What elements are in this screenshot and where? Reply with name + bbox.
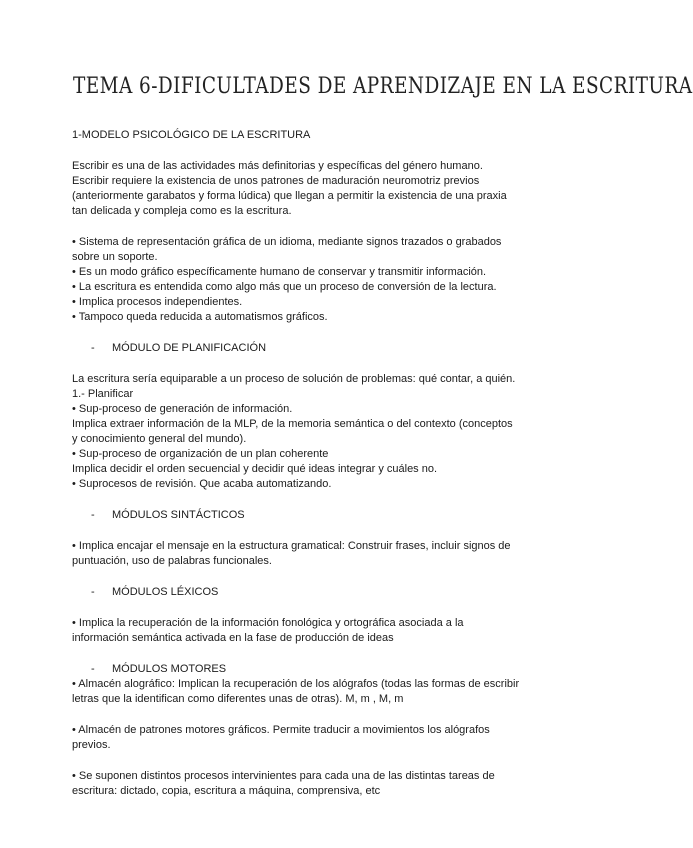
bullet-line: • La escritura es entendida como algo más que un proceso de conversión de la lectura. (72, 281, 497, 293)
section-heading: 1-MODELO PSICOLÓGICO DE LA ESCRITURA (72, 129, 311, 141)
body-line: • Almacén de patrones motores gráficos. Permite traducir a movimientos los alógrafos (72, 724, 490, 736)
subheading-text: MÓDULOS MOTORES (112, 663, 227, 675)
spacer (72, 219, 542, 235)
dash-marker: - (91, 663, 95, 675)
bullet-line: • Sistema de representación gráfica de un idioma, mediante signos trazados o grabados (72, 236, 502, 248)
spacer (72, 707, 542, 723)
intro-line: Escribir requiere la existencia de unos patrones de maduración neuromotriz previos (72, 175, 480, 187)
body-line: Implica decidir el orden secuencial y decidir qué ideas integrar y cuáles no. (72, 463, 438, 475)
subheading-lexicos (91, 585, 542, 600)
intro-line: Escribir es una de las actividades más definitorias y específicas del género humano. (72, 160, 483, 172)
dash-marker: - (91, 586, 95, 598)
body-line: puntuación, uso de palabras funcionales. (72, 555, 272, 567)
bullet-line: sobre un soporte. (72, 251, 158, 263)
body-line: Implica extraer información de la MLP, de la memoria semántica o del contexto (conceptos (72, 418, 513, 430)
spacer (72, 600, 542, 616)
body-line: y conocimiento general del mundo). (72, 433, 247, 445)
spacer (72, 646, 542, 662)
body-line: • Se suponen distintos procesos intervinientes para cada una de las distintas tareas de (72, 770, 495, 782)
body-line: letras que la identifican como diferentes unas de otras). M, m , M, m (72, 693, 404, 705)
subheading-sintacticos (91, 508, 542, 523)
body-line: • Sup-proceso de organización de un plan coherente (72, 448, 329, 460)
page-title: TEMA 6-DIFICULTADES DE APRENDIZAJE EN LA ESCRITURA (73, 74, 693, 99)
spacer (72, 356, 542, 372)
body-line: previos. (72, 739, 111, 751)
bullet-line: • Tampoco queda reducida a automatismos gráficos. (72, 311, 328, 323)
body-line: La escritura sería equiparable a un proceso de solución de problemas: qué contar, a quién. (72, 373, 516, 385)
spacer (72, 523, 542, 539)
body-line: escritura: dictado, copia, escritura a máquina, comprensiva, etc (72, 785, 381, 797)
subheading-motores (91, 662, 542, 677)
body-line: 1.- Planificar (72, 388, 134, 400)
body-line: información semántica activada en la fase de producción de ideas (72, 632, 394, 644)
dash-marker: - (91, 342, 95, 354)
spacer (72, 143, 542, 159)
subheading-text: MÓDULOS LÉXICOS (112, 586, 219, 598)
subheading-text: MÓDULOS SINTÁCTICOS (112, 509, 245, 521)
spacer (72, 569, 542, 585)
body-line: • Sup-proceso de generación de información. (72, 403, 293, 415)
spacer (72, 492, 542, 508)
body-line: • Implica la recuperación de la información fonológica y ortográfica asociada a la (72, 617, 464, 629)
spacer (72, 753, 542, 769)
dash-marker: - (91, 509, 95, 521)
body-line: • Almacén alográfico: Implican la recuperación de los alógrafos (todas las formas de escribir (72, 678, 520, 690)
bullet-line: • Implica procesos independientes. (72, 296, 243, 308)
intro-line: (anteriormente garabatos y forma lúdica) que llegan a permitir la existencia de una praxia (72, 190, 507, 202)
intro-line: tan delicada y compleja como es la escritura. (72, 205, 292, 217)
body-line: • Suprocesos de revisión. Que acaba automatizando. (72, 478, 332, 490)
subheading-text: MÓDULO DE PLANIFICACIÓN (112, 342, 267, 354)
bullet-line: • Es un modo gráfico específicamente humano de conservar y transmitir información. (72, 266, 487, 278)
spacer (72, 325, 542, 341)
subheading-planificacion (91, 341, 542, 356)
body-line: • Implica encajar el mensaje en la estructura gramatical: Construir frases, incluir signos de (72, 540, 511, 552)
document-body (72, 128, 542, 799)
